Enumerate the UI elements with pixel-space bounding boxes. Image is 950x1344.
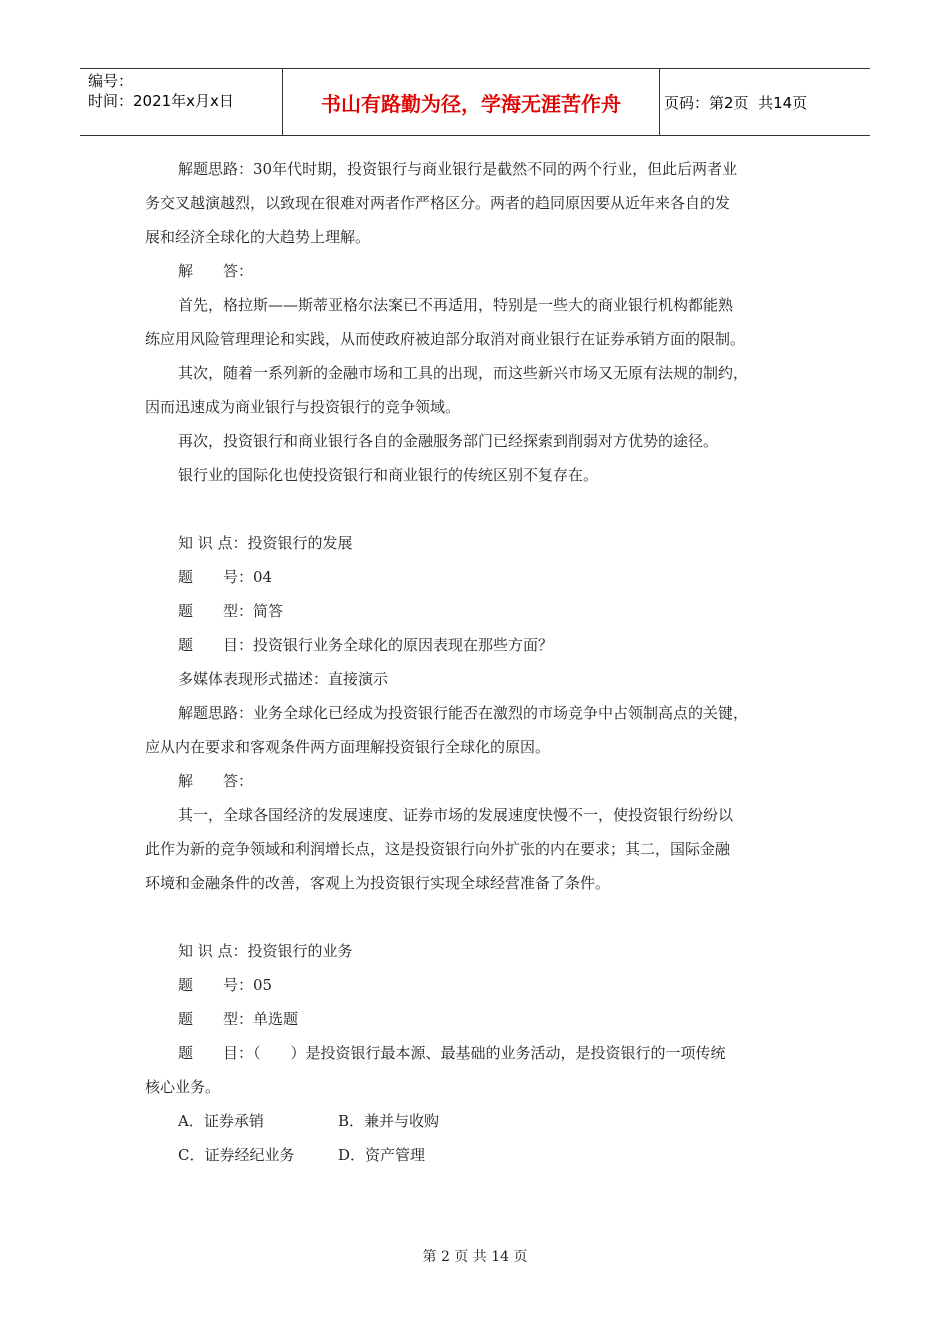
header-motto: 书山有路勤为径，学海无涯苦作舟	[282, 69, 660, 135]
answer-line: 练应用风险管理理论和实践，从而使政府被迫部分取消对商业银行在证券承销方面的限制。	[145, 330, 746, 348]
option-row	[145, 1138, 805, 1172]
page-footer: 第 2 页 共 14 页	[422, 1249, 528, 1265]
time-label: 时间：2021年x月x日	[88, 92, 234, 110]
approach-line: 展和经济全球化的大趋势上理解。	[145, 228, 371, 246]
document-body	[145, 152, 805, 1172]
question-number: 题 号：04	[178, 568, 273, 586]
approach-line: 应从内在要求和客观条件两方面理解投资银行全球化的原因。	[145, 738, 551, 756]
question-number: 题 号：05	[178, 976, 273, 994]
section-gap	[145, 492, 805, 526]
knowledge-point: 知 识 点：投资银行的业务	[178, 942, 353, 960]
option-row	[145, 1104, 805, 1138]
header-meta	[80, 69, 282, 135]
answer-line: 其一，全球各国经济的发展速度、证券市场的发展速度快慢不一，使投资银行纷纷以	[178, 806, 734, 824]
answer-line: 其次，随着一系列新的金融市场和工具的出现，而这些新兴市场又无原有法规的制约，	[178, 364, 749, 382]
answer-label: 解 答：	[178, 262, 254, 280]
answer-label: 解 答：	[178, 772, 254, 790]
option-d: D．资产管理	[338, 1146, 426, 1164]
approach-line: 务交叉越演越烈，以致现在很难对两者作严格区分。两者的趋同原因要从近年来各自的发	[145, 194, 731, 212]
answer-line: 因而迅速成为商业银行与投资银行的竞争领域。	[145, 398, 461, 416]
question-title: 题 目：投资银行业务全球化的原因表现在那些方面？	[178, 636, 554, 654]
knowledge-point: 知 识 点：投资银行的发展	[178, 534, 353, 552]
answer-line: 首先，格拉斯——斯蒂亚格尔法案已不再适用，特别是一些大的商业银行机构都能熟	[178, 296, 734, 314]
question-type: 题 型：简答	[178, 602, 284, 620]
section-gap	[145, 900, 805, 934]
document-header	[80, 68, 870, 136]
question-title: 题 目：（ ）是投资银行最本源、最基础的业务活动，是投资银行的一项传统	[178, 1044, 726, 1062]
answer-line: 此作为新的竞争领域和利润增长点，这是投资银行向外扩张的内在要求；其二，国际金融	[145, 840, 731, 858]
question-title-cont: 核心业务。	[145, 1078, 221, 1096]
option-c: C．证券经纪业务	[178, 1146, 295, 1164]
page-label: 页码：第2页 共14页	[664, 93, 808, 112]
option-a: A．证券承销	[178, 1112, 264, 1130]
answer-line: 环境和金融条件的改善，客观上为投资银行实现全球经营准备了条件。	[145, 874, 611, 892]
approach-line: 解题思路：业务全球化已经成为投资银行能否在激烈的市场竞争中占领制高点的关键，	[178, 704, 749, 722]
approach-line: 解题思路：30年代时期，投资银行与商业银行是截然不同的两个行业，但此后两者业	[178, 160, 738, 178]
answer-line: 再次，投资银行和商业银行各自的金融服务部门已经探索到削弱对方优势的途径。	[178, 432, 719, 450]
option-b: B．兼并与收购	[338, 1112, 440, 1130]
answer-line: 银行业的国际化也使投资银行和商业银行的传统区别不复存在。	[178, 466, 599, 484]
question-type: 题 型：单选题	[178, 1010, 299, 1028]
media-description: 多媒体表现形式描述：直接演示	[178, 670, 389, 688]
header-page	[660, 69, 870, 135]
code-label: 编号：	[88, 72, 134, 90]
